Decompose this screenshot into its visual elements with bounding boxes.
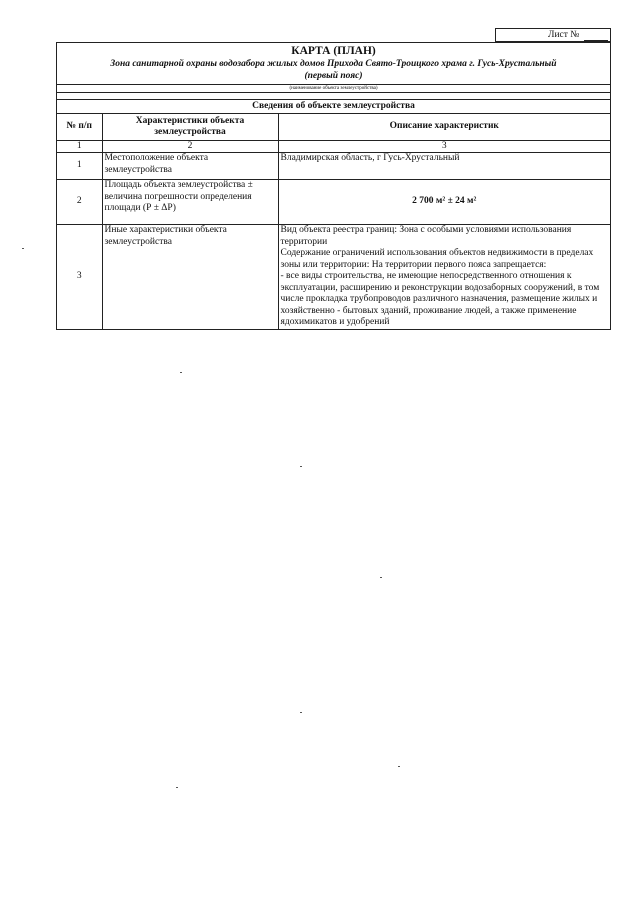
description-text: - все виды строительства, не имеющие непосредственного отношения к эксплуатации, расширению и реконструкции водозаборных сооружений, в том числе прокладка трубопроводов различного назначения, размещение жилых и хозяйственно - бытовых зданий, проживание людей, а также применение ядохимикатов и удобрений — [280, 271, 600, 327]
document-header — [57, 43, 610, 85]
description-text: Владимирская область, г Гусь-Хрустальный — [280, 153, 460, 163]
table-row — [57, 225, 610, 329]
row-number: 1 — [57, 153, 102, 180]
characteristics-table — [57, 114, 610, 329]
table-header-row — [57, 114, 610, 141]
row-characteristic: Площадь объекта землеустройства ± величина погрешности определения площади (Р ± ΔР) — [102, 180, 278, 225]
row-number: 2 — [57, 180, 102, 225]
col-header-description: Описание характеристик — [278, 114, 610, 141]
area-value: 2 700 м² ± 24 м² — [278, 180, 610, 225]
divider — [57, 93, 610, 100]
scan-speck — [300, 712, 302, 713]
index-cell: 2 — [102, 141, 278, 153]
object-name-caption: (наименование объекта землеустройства) — [57, 85, 610, 93]
section-title: Сведения об объекте землеустройства — [57, 100, 610, 114]
col-header-characteristic: Характеристики объекта землеустройства — [102, 114, 278, 141]
scan-speck — [176, 787, 178, 788]
index-cell: 1 — [57, 141, 102, 153]
col-header-num: № п/п — [57, 114, 102, 141]
scan-speck — [398, 766, 400, 767]
description-text: Содержание ограничений использования объектов недвижимости в пределах зоны или территории: На территории первого пояса запрещается: — [280, 248, 594, 270]
row-characteristic: Иные характеристики объекта землеустройства — [102, 225, 278, 329]
row-description — [278, 225, 610, 329]
row-characteristic: Местоположение объекта землеустройства — [102, 153, 278, 180]
document-form — [56, 42, 611, 330]
description-text: Вид объекта реестра границ: Зона с особыми условиями использования территории — [280, 225, 572, 247]
table-index-row — [57, 141, 610, 153]
table-row — [57, 153, 610, 180]
row-number: 3 — [57, 225, 102, 329]
sheet-number-label: Лист № — [548, 30, 580, 40]
sheet-number-blank — [584, 40, 608, 41]
sheet-number-box — [495, 28, 611, 42]
table-row — [57, 180, 610, 225]
object-name-line2: (первый пояс) — [304, 71, 363, 81]
scan-speck — [22, 248, 24, 249]
scan-speck — [380, 577, 382, 578]
row-description — [278, 153, 610, 180]
document-title: КАРТА (ПЛАН) — [291, 45, 376, 57]
scan-speck — [300, 466, 302, 467]
object-name-line1: Зона санитарной охраны водозабора жилых домов Прихода Свято-Троицкого храма г. Гусь-Хрустальный — [110, 59, 557, 69]
index-cell: 3 — [278, 141, 610, 153]
scan-speck — [180, 372, 182, 373]
